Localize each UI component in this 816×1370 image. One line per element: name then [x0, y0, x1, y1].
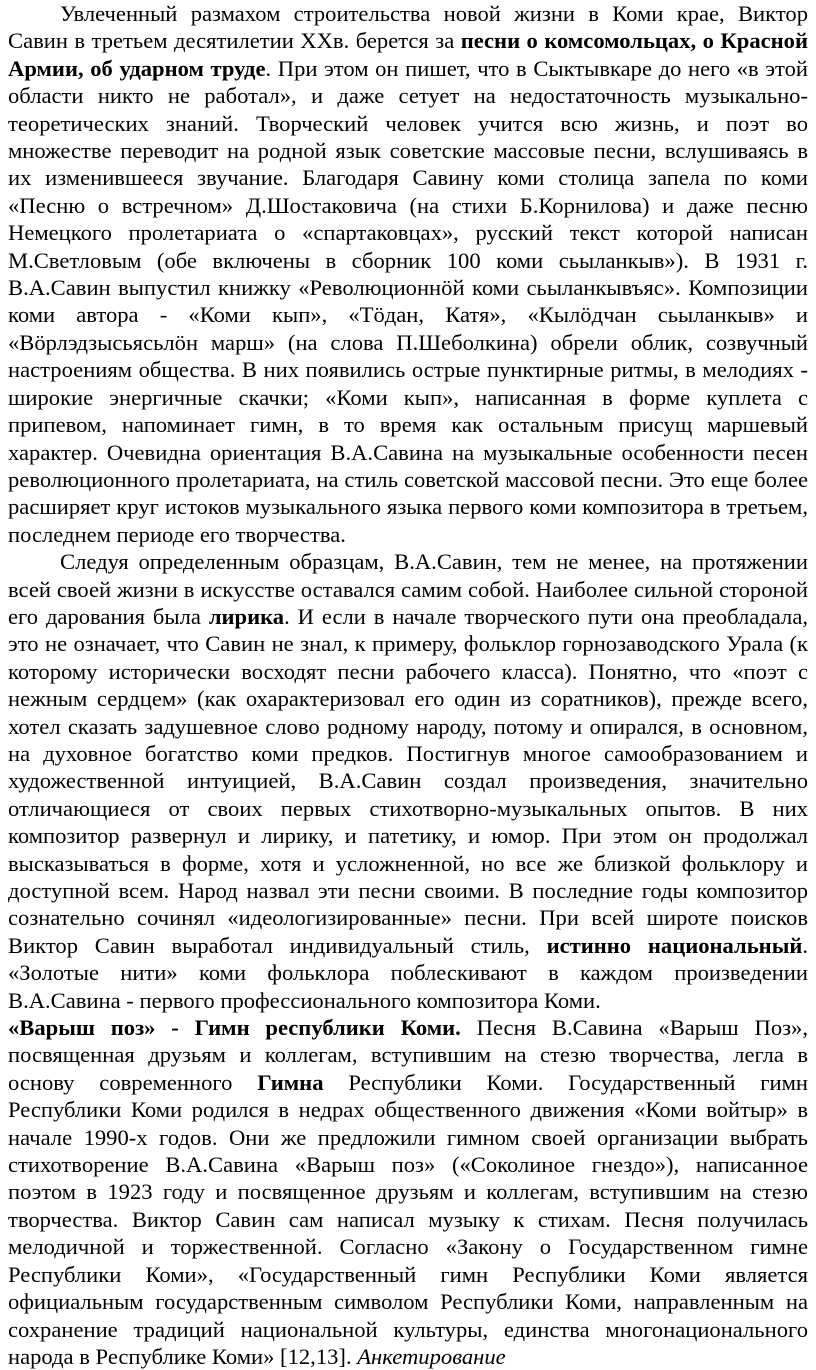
paragraph-1-text-b: . При этом он пишет, что в Сыктывкаре до него «в этой области никто не работал», и даже сетует на недостаточность музыкально-теоретических знаний. Творческий человек учится всю жизнь, и поэт во множестве переводит на родной язык советские массовые песни, вслушиваясь в их изменившееся звучание. Благодаря Савину коми столица запела по коми «Песню о встречном» Д.Шостаковича (на стихи Б.Корнилова) и даже песню Немецкого пролетариата о «спартаковцах», русский текст которой написан М.Светловым (обе включены в сборник 100 коми сьыланкыв»). В 1931 г. В.А.Савин выпустил книжку «Революционнӧй коми сьыланкывъяс». Композиции коми автора - «Коми кып», «Тӧдан, Катя», «Кылӧдчан сьыланкыв» и «Вӧрлэдзысьясьлӧн марш» (на слова П.Шеболкина) обрели облик, созвучный настроениям общества. В них появились острые пунктирные ритмы, в мелодиях - широкие энергичные скачки; «Коми кып», написанная в форме куплета с припевом, напоминает гимн, в то время как остальным присущ маршевый характер. Очевидна ориентация В.А.Савина на музыкальные особенности песен революционного пролетариата, на стиль советской массовой песни. Это еще более расширяет круг истоков музыкального языка первого коми композитора в третьем, последнем периоде его творчества.: [8, 55, 808, 547]
paragraph-2-text-a: Следуя определенным образцам, В.А.Савин, тем не менее, на протяжении всей своей жизни в искусстве оставался самим собой. Наиболее сильной стороной его дарования была: [8, 549, 808, 629]
paragraph-1-text-a: Увлеченный размахом строительства новой жизни в Коми крае, Виктор Савин в третьем десятилетии ХХв. берется за: [8, 1, 808, 54]
paragraph-3-text-a: Песня В.Савина «Варыш Поз», посвященная друзьям и коллегам, вступившим на стезю творчества, легла в основу современного: [8, 1015, 808, 1095]
paragraph-2-text-c: . «Золотые нити» коми фольклора поблескивают в каждом произведении В.А.Савина - первого профессионального композитора Коми.: [8, 932, 809, 1013]
paragraph-3-bold-heading: «Варыш поз» - Гимн республики Коми.: [8, 1015, 461, 1041]
paragraph-1-bold-topics: песни о комсомольцах, о Красной Армии, об ударном труде: [8, 28, 808, 81]
paragraph-2-bold-national: истинно национальный: [546, 932, 803, 958]
paragraph-2-text-b: . И если в начале творческого пути она преобладала, это не означает, что Савин не знал, к примеру, фольклор горнозаводского Урала (к которому исторически восходят песни рабочего класса). Понятно, что «поэт с нежным сердцем» (как охарактеризовал его один из соратников), прежде всего, хотел сказать задушевное слово родному народу, потому и опирался, в основном, на духовное богатство коми предков. Постигнув многое самообразованием и художественной интуицией, В.А.Савин создал произведения, значительно отличающиеся от своих первых стихотворно-музыкальных опытов. В них композитор развернул и лирику, и патетику, и юмор. При этом он продолжал высказываться в форме, хотя и усложненной, но все же близкой фольклору и доступной всем. Народ назвал эти песни своими. В последние годы композитор сознательно сочинял «идеологизированные» песни. При всей широте поисков Виктор Савин выработал индивидуальный стиль,: [8, 603, 808, 958]
paragraph-3-bold-anthem: Гимна: [257, 1069, 324, 1095]
paragraph-1: [8, 0, 808, 548]
paragraph-2: [8, 548, 808, 1014]
paragraph-3-italic-survey: Анкетирование: [357, 1343, 506, 1369]
document-page: [8, 0, 808, 1370]
paragraph-3: [8, 1014, 808, 1370]
paragraph-3-text-b: Республики Коми. Государственный гимн Республики Коми родился в недрах общественного движения «Коми войтыр» в начале 1990-х годов. Они же предложили гимном своей организации выбрать стихотворение В.А.Савина «Варыш поз» («Соколиное гнездо»), написанное поэтом в 1923 году и посвященное друзьям и коллегам, вступившим на стезю творчества. Виктор Савин сам написал музыку к стихам. Песня получилась мелодичной и торжественной. Согласно «Закону о Государственном гимне Республики Коми», «Государственный гимн Республики Коми является официальным государственным символом Республики Коми, направленным на сохранение традиций национальной культуры, единства многонационального народа в Республике Коми» [12,13].: [8, 1069, 809, 1369]
paragraph-2-bold-lyrics: лирика: [208, 603, 285, 629]
